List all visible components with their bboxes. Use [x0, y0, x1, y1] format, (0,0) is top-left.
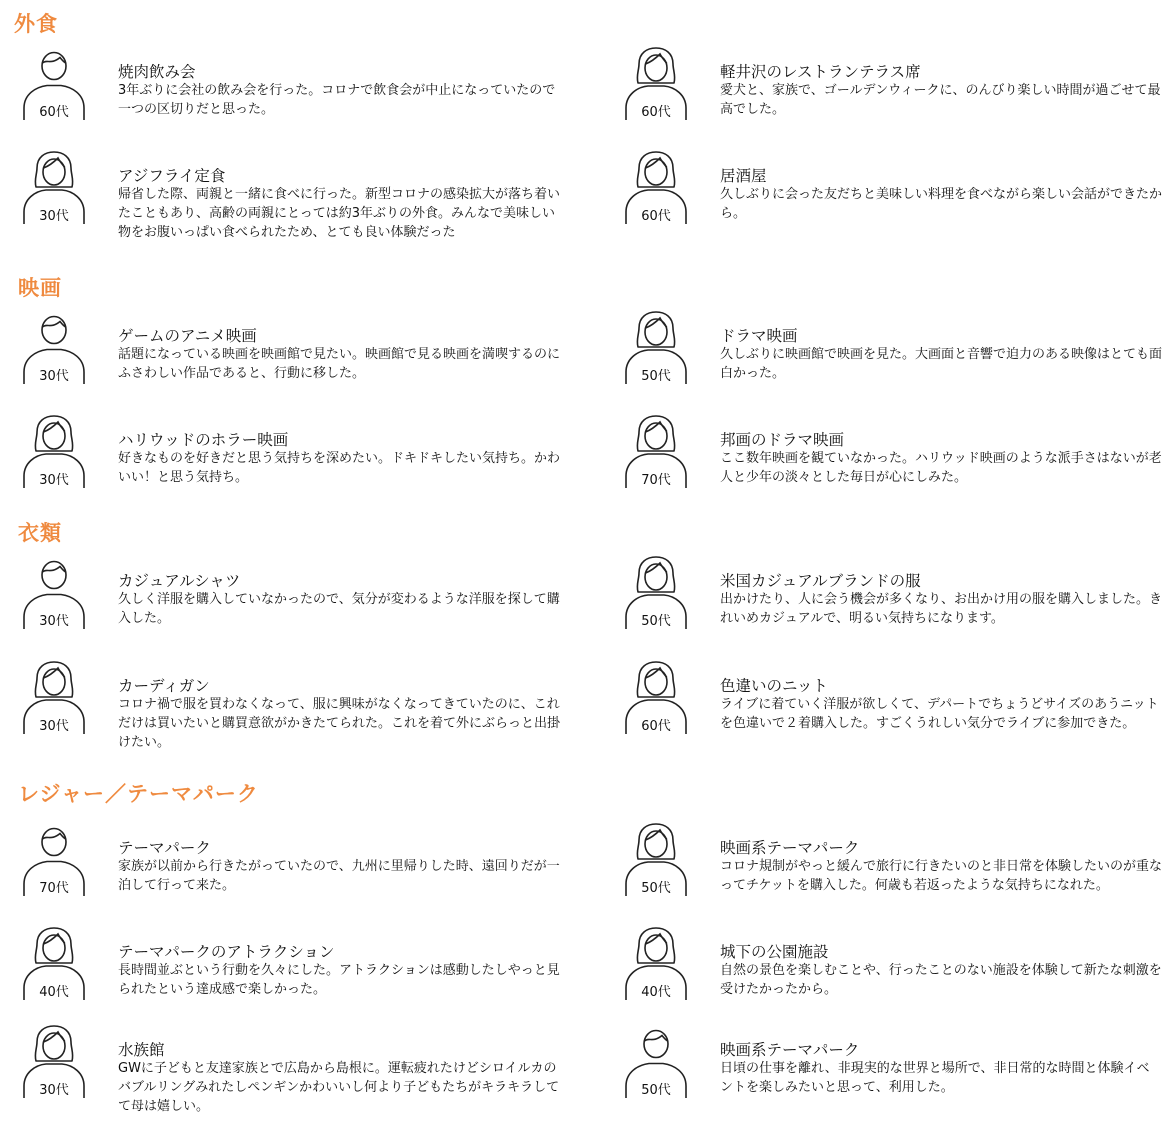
response-card [22, 555, 582, 655]
avatar [624, 46, 688, 122]
section-heading: 衣類 [18, 521, 62, 545]
item-description: ライブに着ていく洋服が欲しくて、デパートでちょうどサイズのあうニットを色違いで２着購入した。すごくうれしい気分でライブに参加できた。 [720, 697, 1159, 731]
item-description: 好きなものを好きだと思う気持ちを深めたい。ドキドキしたい気持ち。かわいい！と思う気持ち。 [118, 451, 561, 485]
item-title: 映画系テーマパーク [720, 1041, 860, 1059]
item-title: ドラマ映画 [720, 327, 798, 345]
response-card [624, 555, 1164, 655]
item-description: 話題になっている映画を映画館で見たい。映画館で見る映画を満喫するのにふさわしい作品であると、行動に移した。 [118, 347, 561, 381]
response-card [624, 414, 1164, 514]
age-label: 50代 [641, 614, 671, 629]
age-label: 30代 [39, 473, 69, 488]
item-title: ハリウッドのホラー映画 [118, 431, 289, 449]
avatar [22, 150, 86, 226]
avatar [624, 660, 688, 736]
response-card [22, 414, 582, 514]
item-description: ここ数年映画を観ていなかった。ハリウッド映画のような派手さはないが老人と少年の淡々とした毎日が心にしみた。 [720, 451, 1162, 485]
response-card [624, 1024, 1164, 1124]
item-title: ゲームのアニメ映画 [118, 327, 257, 345]
response-card [22, 926, 582, 1026]
age-label: 60代 [641, 209, 671, 224]
age-label: 30代 [39, 719, 69, 734]
item-title: アジフライ定食 [118, 167, 226, 185]
age-label: 60代 [641, 105, 671, 120]
age-label: 50代 [641, 1083, 671, 1098]
item-title: テーマパークのアトラクション [118, 943, 335, 961]
item-title: 米国カジュアルブランドの服 [720, 572, 921, 590]
item-title: テーマパーク [118, 839, 211, 857]
avatar [22, 414, 86, 490]
response-card [624, 310, 1164, 410]
item-title: 映画系テーマパーク [720, 839, 860, 857]
age-label: 50代 [641, 881, 671, 896]
response-card [22, 822, 582, 922]
section-heading: レジャー／テーマパーク [18, 782, 259, 806]
item-title: カーディガン [118, 677, 210, 695]
item-title: 水族館 [118, 1041, 165, 1059]
response-card [22, 310, 582, 410]
item-title: 色違いのニット [720, 677, 828, 695]
item-description: 自然の景色を楽しむことや、行ったことのない施設を体験して新たな刺激を受けたかったから。 [720, 963, 1162, 997]
age-label: 70代 [641, 473, 671, 488]
avatar [624, 150, 688, 226]
avatar [624, 1024, 688, 1100]
item-description: 出かけたり、人に会う機会が多くなり、お出かけ用の服を購入しました。きれいめカジュアルで、明るい気持ちになります。 [720, 592, 1163, 626]
age-label: 30代 [39, 1083, 69, 1098]
avatar [624, 822, 688, 898]
response-card [22, 46, 582, 146]
item-description: コロナ規制がやっと緩んで旅行に行きたいのと非日常を体験したいのが重なってチケットを購入した。何歳も若返ったような気持ちになれた。 [720, 859, 1163, 893]
age-label: 40代 [641, 985, 671, 1000]
item-title: 軽井沢のレストランテラス席 [720, 63, 921, 81]
item-description: 久しぶりに映画館で映画を見た。大画面と音響で迫力のある映像はとても面白かった。 [720, 347, 1163, 381]
response-card [624, 660, 1164, 760]
age-label: 60代 [39, 105, 69, 120]
age-label: 50代 [641, 369, 671, 384]
item-title: 焼肉飲み会 [118, 63, 196, 81]
item-description: 3年ぶりに会社の飲み会を行った。コロナで飲食会が中止になっていたので一つの区切りだと思った。 [118, 83, 556, 117]
item-description: 久しぶりに会った友だちと美味しい料理を食べながら楽しい会話ができたから。 [720, 187, 1163, 221]
item-description: 日頃の仕事を離れ、非現実的な世界と場所で、非日常的な時間と体験イベントを楽しみたいと思って、利用した。 [720, 1061, 1150, 1095]
item-description: 愛犬と、家族で、ゴールデンウィークに、のんびり楽しい時間が過ごせて最高でした。 [720, 83, 1161, 117]
age-label: 30代 [39, 209, 69, 224]
response-card [624, 150, 1164, 250]
item-title: 邦画のドラマ映画 [720, 431, 845, 449]
avatar [22, 660, 86, 736]
item-title: 居酒屋 [720, 167, 767, 185]
avatar [22, 46, 86, 122]
age-label: 30代 [39, 369, 69, 384]
response-card [22, 1024, 582, 1124]
age-label: 30代 [39, 614, 69, 629]
response-card [22, 660, 582, 760]
response-card [624, 822, 1164, 922]
avatar [624, 926, 688, 1002]
response-card [624, 46, 1164, 146]
item-description: 家族が以前から行きたがっていたので、九州に里帰りした時、遠回りだが一泊して行って来た。 [118, 859, 560, 893]
item-description: 帰省した際、両親と一緒に食べに行った。新型コロナの感染拡大が落ち着いたこともあり、高齢の両親にとっては約3年ぶりの外食。みんなで美味しい物をお腹いっぱい食べられたため、とても良い体験だった [118, 187, 561, 240]
item-title: カジュアルシャツ [118, 572, 241, 590]
age-label: 60代 [641, 719, 671, 734]
item-description: 久しく洋服を購入していなかったので、気分が変わるような洋服を探して購入した。 [118, 592, 560, 626]
avatar [22, 310, 86, 386]
avatar [22, 926, 86, 1002]
avatar [22, 1024, 86, 1100]
avatar [624, 414, 688, 490]
age-label: 70代 [39, 881, 69, 896]
avatar [624, 555, 688, 631]
age-label: 40代 [39, 985, 69, 1000]
section-heading: 映画 [18, 276, 62, 300]
avatar [22, 822, 86, 898]
avatar [624, 310, 688, 386]
item-description: GWに子どもと友達家族とで広島から島根に。運転疲れたけどシロイルカのバブルリングみれたしペンギンかわいいし何より子どもたちがキラキラしてて母は嬉しい。 [118, 1061, 560, 1114]
item-title: 城下の公園施設 [720, 943, 829, 961]
avatar [22, 555, 86, 631]
response-card [624, 926, 1164, 1026]
section-heading: 外食 [14, 12, 58, 36]
response-card [22, 150, 582, 250]
item-description: コロナ禍で服を買わなくなって、服に興味がなくなってきていたのに、これだけは買いたいと購買意欲がかきたてられた。これを着て外にぶらっと出掛けたい。 [118, 697, 561, 750]
item-description: 長時間並ぶという行動を久々にした。アトラクションは感動したしやっと見られたという達成感で楽しかった。 [118, 963, 560, 997]
